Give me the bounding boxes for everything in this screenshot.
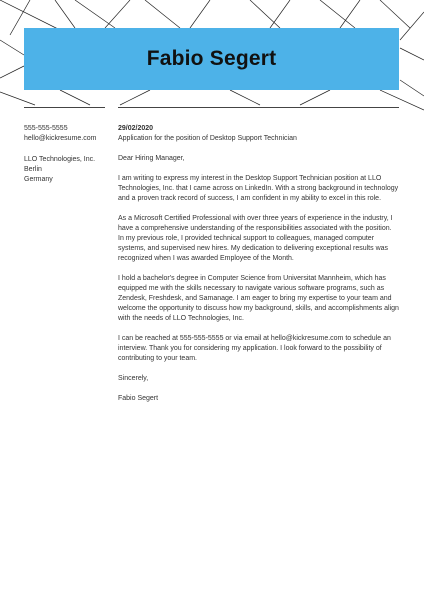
paragraph: I hold a bachelor's degree in Computer Science from Universitat Mannheim, which has equipped me with the skills necessary to navigate various software programs, such as Zendesk, Freshdesk, and Samanage. I am eager to bring my expertise to your team and welcome the opportunity to discuss how my background, skills, and accomplishments align with the needs of LLO Technologies, Inc. [118, 275, 399, 322]
email: hello@kickresume.com [24, 135, 97, 142]
phone: 555-555-5555 [24, 125, 68, 132]
letter-body [118, 124, 399, 414]
right-divider [118, 107, 399, 108]
letter-subject: Application for the position of Desktop Support Technician [118, 135, 297, 142]
letter-date: 29/02/2020 [118, 125, 154, 132]
recipient-city: Berlin [24, 166, 42, 173]
closing: Sincerely, [118, 375, 149, 382]
greeting: Dear Hiring Manager, [118, 155, 185, 162]
contact-column [24, 124, 116, 185]
signature: Fabio Segert [118, 395, 159, 402]
recipient-country: Germany [24, 176, 53, 183]
paragraph: I am writing to express my interest in the Desktop Support Technician position at LLO Technologies, Inc. that I came across on LinkedIn. With a strong background in technology and a proven track record of success, I am confident in my ability to excel in this role. [118, 175, 399, 202]
recipient-company: LLO Technologies, Inc. [24, 156, 96, 163]
paragraph: As a Microsoft Certified Professional with over three years of experience in the industry, I have a comprehensive understanding of the responsibilities associated with the position. In my previous role, I provided technical support to colleagues, managed computer systems, and supervised new hires. My dedication to delivering exceptional results was recognized when I was awarded Employee of the Month. [118, 215, 393, 262]
paragraph: I can be reached at 555-555-5555 or via email at hello@kickresume.com to schedule an interview. Thank you for considering my application. I look forward to the possibility of contributing to your team. [118, 335, 391, 362]
applicant-name: Fabio Segert [146, 47, 277, 70]
left-divider [24, 107, 105, 108]
